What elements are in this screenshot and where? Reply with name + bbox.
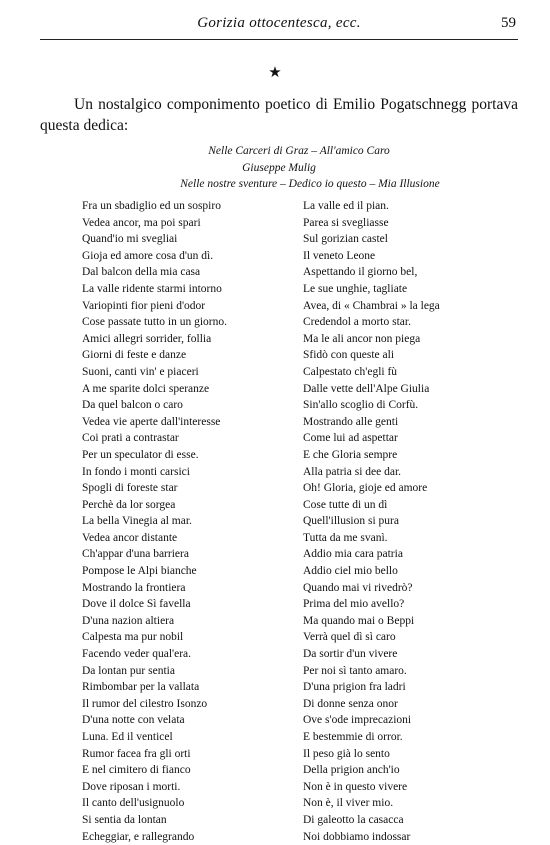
poem-line: Cose tutte di un dì <box>303 498 388 511</box>
poem-line: Suoni, canti vin' e piaceri <box>82 365 199 378</box>
poem-line: E che Gloria sempre <box>303 448 398 461</box>
poem-line: Giorni di feste e danze <box>82 349 187 362</box>
poem-line: Rimbombar per la vallata <box>82 681 200 694</box>
poem-line: Calpestato ch'egli fù <box>303 365 398 378</box>
poem-line: Il canto dell'usignuolo <box>82 797 185 810</box>
poem-line: Per noi sì tanto amaro. <box>303 664 407 677</box>
poem-line: Il veneto Leone <box>303 249 376 262</box>
poem-line: Amici allegri sorrider, follia <box>82 332 212 345</box>
poem-line: Parea si svegliasse <box>303 216 389 229</box>
poem-right-column <box>303 198 440 845</box>
poem-line: Come lui ad aspettar <box>303 432 398 445</box>
poem-line: Ove s'ode imprecazioni <box>303 714 412 727</box>
poem-line: Vedea vie aperte dall'interesse <box>82 415 221 428</box>
poem-line: Echeggiar, e rallegrando <box>82 830 195 843</box>
poem-line: Quando mai vi rivedrò? <box>303 581 413 594</box>
dedication <box>40 143 518 193</box>
poem-line: Non è, il viver mio. <box>303 797 394 810</box>
poem-line: Mostrando alle genti <box>303 415 399 428</box>
poem-line: Da lontan pur sentia <box>82 664 175 677</box>
poem-line: Facendo veder qual'era. <box>82 648 192 661</box>
poem-line: Spogli di foreste star <box>82 482 178 495</box>
poem-line: Il peso già lo sento <box>303 747 390 760</box>
poem-line: La valle ed il pian. <box>303 200 389 212</box>
poem-line: Non è in questo vivere <box>303 780 408 793</box>
poem-line: Noi dobbiamo indossar <box>303 830 411 843</box>
poem-line: Ma le ali ancor non piega <box>303 332 421 345</box>
poem-line: Prima del mio avello? <box>303 598 405 611</box>
poem-line: Oh! Gloria, gioje ed amore <box>303 482 428 495</box>
poem-line: Quell'illusion si pura <box>303 515 399 528</box>
poem-line: Perchè da lor sorgea <box>82 498 176 511</box>
poem-line: Aspettando il giorno bel, <box>303 266 418 279</box>
poem-line: Si sentia da lontan <box>82 813 167 826</box>
poem-line: Verrà quel dì sì caro <box>303 631 396 644</box>
poem-line: Cose passate tutto in un giorno. <box>82 316 228 329</box>
poem-line: Alla patria si dee dar. <box>303 465 402 478</box>
poem-line: Gioja ed amore cosa d'un dì. <box>82 249 214 262</box>
poem-line: Addio mia cara patria <box>303 548 403 561</box>
poem-line: Ma quando mai o Beppi <box>303 614 415 627</box>
poem-line: Sul gorizian castel <box>303 233 388 246</box>
poem-line: Avea, di « Chambrai » la lega <box>303 299 440 312</box>
poem-line: E bestemmie di orror. <box>303 731 403 743</box>
poem-line: Dal balcon della mia casa <box>82 266 201 279</box>
poem-line: Da sortir d'un vivere <box>303 648 398 661</box>
poem-line: D'una nazion altiera <box>82 614 175 627</box>
poem-line: Calpesta ma pur nobil <box>82 631 184 644</box>
running-title: Gorizia ottocentesca, ecc. <box>197 15 361 31</box>
poem-line: A me sparite dolci speranze <box>82 382 210 395</box>
poem-line: D'una prigion fra ladri <box>303 681 406 694</box>
poem-line: Ch'appar d'una barriera <box>82 548 189 561</box>
poem-line: Dove il dolce Sì favella <box>82 598 191 611</box>
poem-line: Quand'io mi svegliai <box>82 233 178 246</box>
poem-line: La bella Vinegia al mar. <box>82 515 192 528</box>
poem-line: Della prigion anch'io <box>303 764 400 777</box>
poem-line: Le sue unghie, tagliate <box>303 282 408 295</box>
poem-line: Pompose le Alpi bianche <box>82 565 197 578</box>
intro-paragraph <box>40 94 518 136</box>
poem-line: Fra un sbadiglio ed un sospiro <box>82 200 221 212</box>
poem-line: D'una notte con velata <box>82 714 185 727</box>
poem-line: Dalle vette dell'Alpe Giulia <box>303 382 430 395</box>
poem-line: Da quel balcon o caro <box>82 399 183 412</box>
poem-line: Di donne senza onor <box>303 697 398 710</box>
poem-line: Per un speculator di esse. <box>82 448 199 461</box>
dedication-line-2: Giuseppe Mulig <box>242 161 316 174</box>
poem-line: Dove riposan i morti. <box>82 780 181 793</box>
poem-line: Sin'allo scoglio di Corfù. <box>303 399 419 412</box>
page-header <box>40 13 518 40</box>
poem-line: E nel cimitero di fianco <box>82 764 191 777</box>
page-number: 59 <box>501 15 516 31</box>
poem-line: Vedea ancor, ma poi spari <box>82 216 201 229</box>
poem-line: Sfidò con queste ali <box>303 349 395 362</box>
poem-line: Tutta da me svanì. <box>303 531 388 544</box>
star-separator-icon: ★ <box>268 65 282 81</box>
poem-line: Il rumor del cilestro Isonzo <box>82 697 208 710</box>
dedication-line-3: Nelle nostre sventure – Dedico io questo – Mia Illusione <box>180 178 440 190</box>
dedication-line-1: Nelle Carceri di Graz – All'amico Caro <box>208 145 390 157</box>
poem-line: Addio ciel mio bello <box>303 565 398 578</box>
poem-line: In fondo i monti carsici <box>82 465 190 478</box>
poem-line: La valle ridente starmi intorno <box>82 282 222 295</box>
poem-line: Credendol a morto star. <box>303 316 411 329</box>
poem-line: Vedea ancor distante <box>82 531 178 544</box>
poem-line: Di galeotto la casacca <box>303 813 404 826</box>
poem-line: Coi prati a contrastar <box>82 432 179 445</box>
poem-line: Luna. Ed il venticel <box>82 731 173 743</box>
poem-line: Variopinti fior pieni d'odor <box>82 299 206 312</box>
intro-text: Un nostalgico componimento poetico di Emilio Pogatschnegg portava questa dedica: <box>40 96 518 134</box>
poem-left-column <box>82 198 227 845</box>
poem-line: Rumor facea fra gli orti <box>82 747 191 760</box>
poem-line: Mostrando la frontiera <box>82 581 186 594</box>
